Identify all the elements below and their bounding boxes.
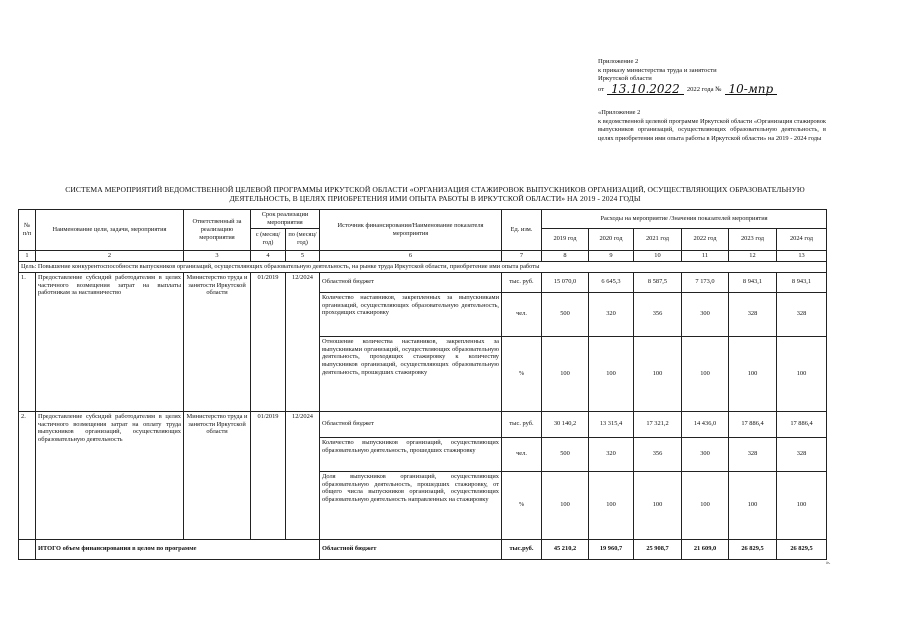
appendix2-body: к ведомственной целевой программе Иркутской области «Организация стажировок выпускников организаций, осуществляющих образовательную деятельность, в целях приобретения ими опыта работы в Иркутской области» на 2019 - 2024 годы (598, 117, 826, 142)
total-value: 26 829,5 (777, 539, 827, 559)
row-name: Предоставление субсидий работодателям в целях частичного возмещения затрат на оплату труда выпускников организаций, осуществляющих образовательную деятельность (36, 411, 184, 539)
measures-table (18, 209, 827, 560)
appendix-date-row (598, 81, 826, 96)
row-value: 8 587,5 (634, 272, 682, 292)
total-num (19, 539, 36, 559)
appendix2-line-1: «Приложение 2 (598, 109, 641, 116)
row-value: 100 (682, 336, 729, 411)
header-year-2023: 2023 год (729, 228, 777, 250)
row-value: 328 (729, 437, 777, 471)
header-unit: Ед. изм. (502, 210, 542, 251)
row-unit: чел. (502, 292, 542, 336)
total-unit: тыс.руб. (502, 539, 542, 559)
row-value: 100 (634, 336, 682, 411)
col-number: 1 (19, 250, 36, 261)
row-value: 320 (589, 292, 634, 336)
row-value: 100 (589, 336, 634, 411)
row-from: 01/2019 (251, 272, 286, 411)
row-num: 2. (19, 411, 36, 539)
column-numbers-row (19, 250, 827, 261)
header-year-2024: 2024 год (777, 228, 827, 250)
row-value: 100 (682, 471, 729, 539)
row-value: 15 070,0 (542, 272, 589, 292)
row-source: Областной бюджет (320, 411, 502, 437)
row-to: 12/2024 (286, 272, 320, 411)
title-line-2: ДЕЯТЕЛЬНОСТЬ, В ЦЕЛЯХ ПРИОБРЕТЕНИЯ ИМИ ОПЫТА РАБОТЫ В ИРКУТСКОЙ ОБЛАСТИ» НА 2019 - 2024 ГОДЫ (229, 194, 641, 204)
header-responsible: Ответственный за реализацию мероприятия (184, 210, 251, 251)
col-number: 5 (286, 250, 320, 261)
col-number: 13 (777, 250, 827, 261)
row-value: 100 (542, 471, 589, 539)
row-value: 14 436,0 (682, 411, 729, 437)
row-value: 328 (777, 437, 827, 471)
appendix-line-3: Иркутской области (598, 75, 652, 83)
header-year-2020: 2020 год (589, 228, 634, 250)
row-name: Предоставление субсидий работодателям в целях частичного возмещения затрат на выплаты работникам за наставничество (36, 272, 184, 411)
document-title (20, 185, 850, 203)
table-row (19, 411, 827, 437)
row-value: 7 173,0 (682, 272, 729, 292)
goal-text: Цель: Повышение конкурентоспособности выпускников организаций, осуществляющих образовательную деятельность, на рынке труда Иркутской области, приобретение ими опыта работы (19, 261, 827, 272)
header-name: Наименование цели, задачи, мероприятия (36, 210, 184, 251)
closing-quote-mark: ». (826, 560, 831, 566)
row-value: 17 886,4 (729, 411, 777, 437)
row-responsible: Министерство труда и занятости Иркутской области (184, 272, 251, 411)
total-source: Областной бюджет (320, 539, 502, 559)
row-value: 328 (729, 292, 777, 336)
row-value: 8 943,1 (777, 272, 827, 292)
header-year-2022: 2022 год (682, 228, 729, 250)
header-num: № п/п (19, 210, 36, 251)
year-text: 2022 года № (686, 86, 722, 94)
col-number: 4 (251, 250, 286, 261)
total-value: 21 609,0 (682, 539, 729, 559)
row-unit: % (502, 336, 542, 411)
appendix2-block (598, 109, 826, 143)
row-value: 6 645,3 (589, 272, 634, 292)
row-value: 100 (777, 471, 827, 539)
row-source: Доля выпускников организаций, осуществляющих образовательную деятельность, прошедших стажировку, от общего числа выпускников организаций, осуществляющих образовательную деятельность направленных на стажировку (320, 471, 502, 539)
total-value: 26 829,5 (729, 539, 777, 559)
appendix-line-2: к приказу министерства труда и занятости (598, 66, 717, 74)
row-source: Областной бюджет (320, 272, 502, 292)
row-value: 356 (634, 292, 682, 336)
handwritten-number: 10-мпр (725, 84, 778, 95)
header-expenses: Расходы на мероприятие /Значения показателей мероприятия (542, 210, 827, 229)
table-row (19, 272, 827, 292)
row-value: 30 140,2 (542, 411, 589, 437)
row-value: 100 (729, 471, 777, 539)
total-value: 25 908,7 (634, 539, 682, 559)
col-number: 7 (502, 250, 542, 261)
header-period-from: с (месяц/год) (251, 228, 286, 250)
row-value: 500 (542, 437, 589, 471)
header-period-to: по (месяц/год) (286, 228, 320, 250)
row-from: 01/2019 (251, 411, 286, 539)
col-number: 6 (320, 250, 502, 261)
row-unit: % (502, 471, 542, 539)
date-prefix: от (598, 86, 605, 94)
row-value: 300 (682, 437, 729, 471)
row-unit: тыс. руб. (502, 411, 542, 437)
header-year-2021: 2021 год (634, 228, 682, 250)
col-number: 12 (729, 250, 777, 261)
goal-row (19, 261, 827, 272)
row-value: 100 (542, 336, 589, 411)
row-value: 100 (589, 471, 634, 539)
row-value: 300 (682, 292, 729, 336)
row-responsible: Министерство труда и занятости Иркутской области (184, 411, 251, 539)
row-value: 8 943,1 (729, 272, 777, 292)
col-number: 10 (634, 250, 682, 261)
col-number: 3 (184, 250, 251, 261)
row-source: Количество наставников, закрепленных за выпускниками организаций, осуществляющих образовательную деятельность, проходящих стажировку (320, 292, 502, 336)
total-value: 45 210,2 (542, 539, 589, 559)
row-unit: чел. (502, 437, 542, 471)
row-source: Отношение количества наставников, закрепленных за выпускниками организаций, осуществляющих образовательную деятельность, проходящих стажировку к количеству выпускников организаций, осуществляющих образовательную деятельность, прошедших стажировку (320, 336, 502, 411)
total-value: 19 960,7 (589, 539, 634, 559)
handwritten-date: 13.10.2022 (607, 84, 684, 95)
row-source: Количество выпускников организаций, осуществляющих образовательную деятельность, прошедших стажировку (320, 437, 502, 471)
row-value: 356 (634, 437, 682, 471)
header-year-2019: 2019 год (542, 228, 589, 250)
row-value: 500 (542, 292, 589, 336)
appendix-header (598, 58, 826, 95)
row-value: 13 315,4 (589, 411, 634, 437)
header-row-1 (19, 210, 827, 229)
row-value: 17 886,4 (777, 411, 827, 437)
row-value: 100 (634, 471, 682, 539)
appendix-line-1: Приложение 2 (598, 58, 639, 65)
total-row (19, 539, 827, 559)
col-number: 2 (36, 250, 184, 261)
col-number: 11 (682, 250, 729, 261)
row-value: 100 (729, 336, 777, 411)
row-value: 328 (777, 292, 827, 336)
row-num: 1. (19, 272, 36, 411)
row-value: 100 (777, 336, 827, 411)
col-number: 9 (589, 250, 634, 261)
row-unit: тыс. руб. (502, 272, 542, 292)
total-label: ИТОГО объем финансирования в целом по программе (36, 539, 320, 559)
row-value: 320 (589, 437, 634, 471)
header-source: Источник финансирования/Наименование показателя мероприятия (320, 210, 502, 251)
row-value: 17 321,2 (634, 411, 682, 437)
row-to: 12/2024 (286, 411, 320, 539)
title-line-1: СИСТЕМА МЕРОПРИЯТИЙ ВЕДОМСТВЕННОЙ ЦЕЛЕВОЙ ПРОГРАММЫ ИРКУТСКОЙ ОБЛАСТИ «ОРГАНИЗАЦИЯ СТАЖИРОВОК ВЫПУСКНИКОВ ОРГАНИЗАЦИЙ, ОСУЩЕСТВЛЯЮЩИХ ОБРАЗОВАТЕЛЬНУЮ (65, 185, 805, 194)
header-period: Срок реализации мероприятия (251, 210, 320, 229)
col-number: 8 (542, 250, 589, 261)
